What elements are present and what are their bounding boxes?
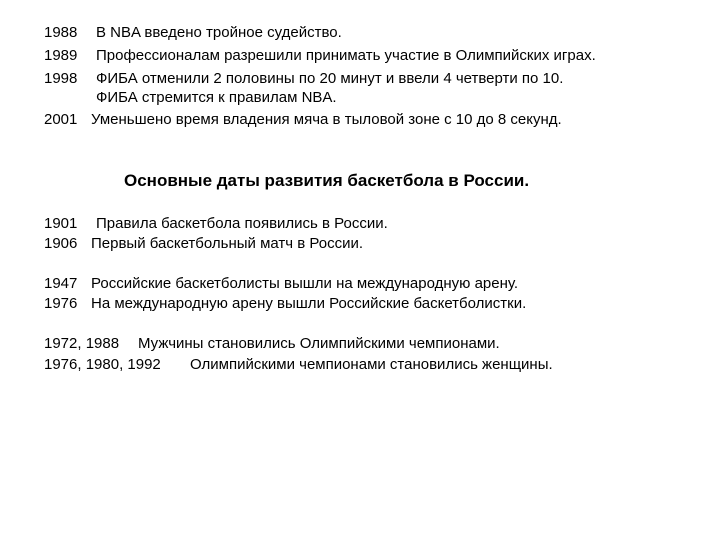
timeline-event: Олимпийскими чемпионами становились женщины. [190, 356, 553, 373]
timeline-event: Профессионалам разрешили принимать участие в Олимпийских играх. [96, 47, 596, 64]
timeline-year: 2001 [44, 111, 78, 128]
timeline-event: Уменьшено время владения мяча в тыловой зоне с 10 до 8 секунд. [91, 111, 562, 128]
timeline-event: Первый баскетбольный матч в России. [91, 235, 364, 252]
timeline-event: На международную арену вышли Российские баскетболистки. [91, 295, 527, 312]
timeline-year: 1976 [44, 295, 78, 312]
timeline-year: 1989 [44, 47, 78, 64]
timeline-year: 1906 [44, 235, 78, 252]
timeline-year: 1947 [44, 275, 78, 292]
timeline-event-continuation: ФИБА стремится к правилам NBA. [96, 89, 337, 106]
timeline-year: 1972, 1988 [44, 335, 120, 352]
timeline-event: Мужчины становились Олимпийскими чемпионами. [138, 335, 500, 352]
timeline-year: 1998 [44, 70, 78, 87]
timeline-year: 1988 [44, 24, 78, 41]
timeline-event: ФИБА отменили 2 половины по 20 минут и ввели 4 четверти по 10. [96, 70, 564, 87]
section-heading: Основные даты развития баскетбола в России. [124, 171, 530, 190]
timeline-year: 1901 [44, 215, 78, 232]
timeline-event: Правила баскетбола появились в России. [96, 215, 388, 232]
timeline-event: В NBA введено тройное судейство. [96, 24, 342, 41]
timeline-year: 1976, 1980, 1992 [44, 356, 161, 373]
timeline-event: Российские баскетболисты вышли на международную арену. [91, 275, 519, 292]
